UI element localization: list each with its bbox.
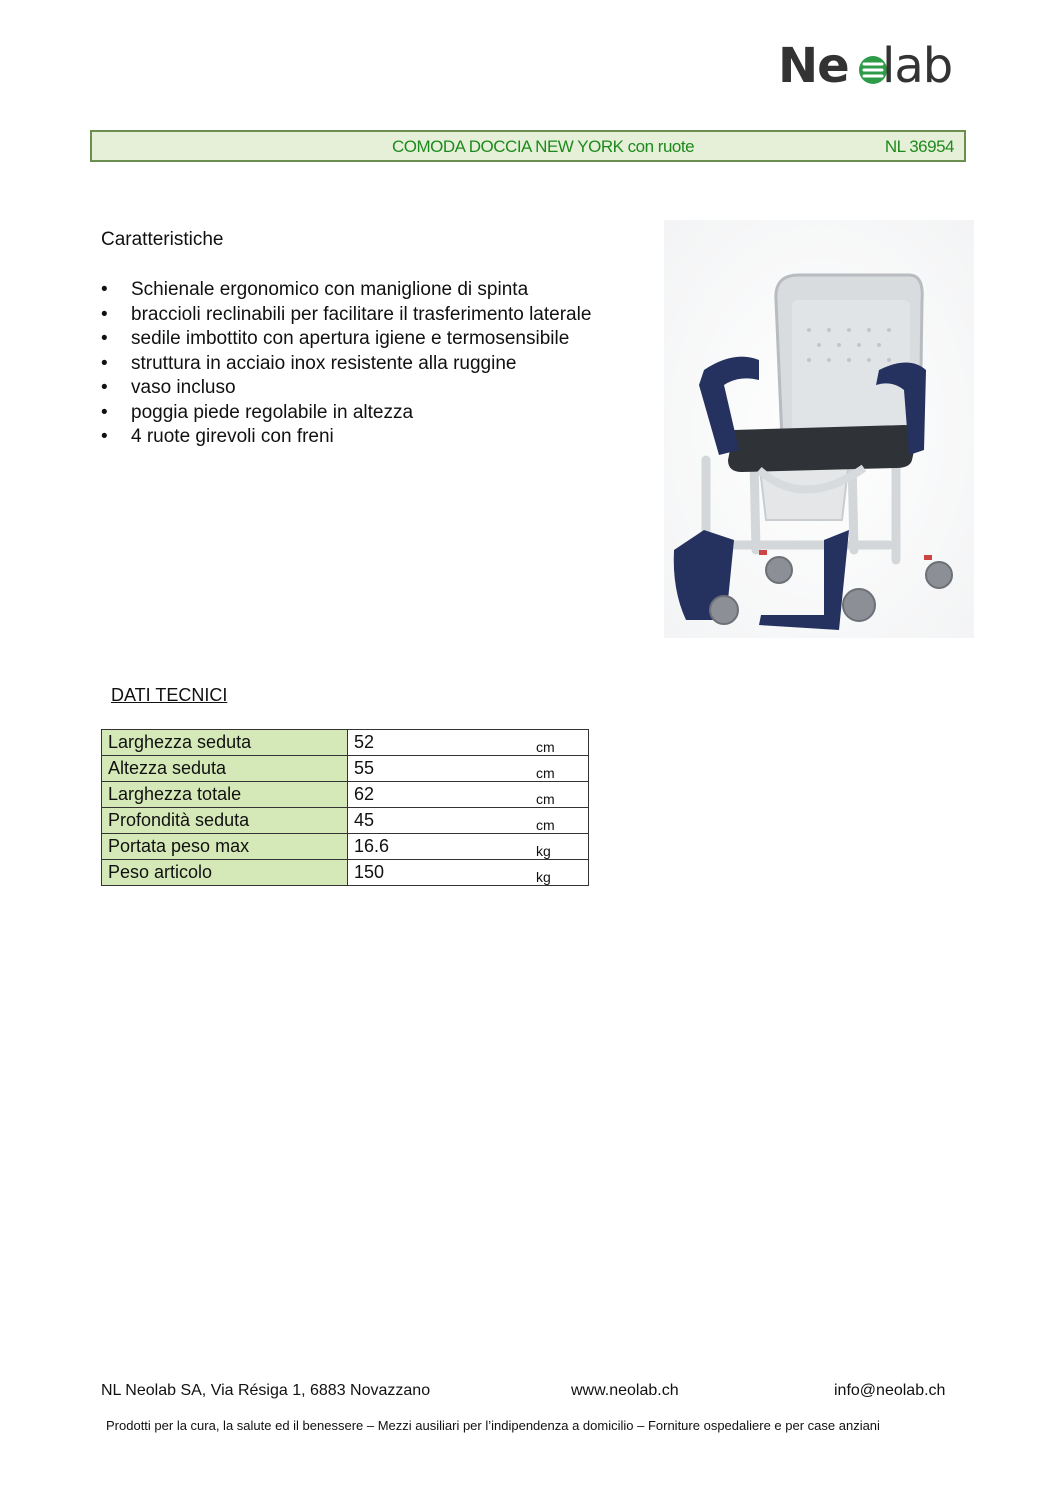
product-code: NL 36954 bbox=[884, 137, 954, 156]
logo-text-ne: Ne bbox=[778, 38, 849, 94]
feature-text: struttura in acciaio inox resistente alla ruggine bbox=[131, 352, 517, 374]
feature-text: braccioli reclinabili per facilitare il trasferimento laterale bbox=[131, 303, 592, 325]
feature-item bbox=[101, 303, 621, 328]
feature-item bbox=[101, 327, 621, 352]
row-unit: cm bbox=[536, 817, 555, 833]
row-value: 52 bbox=[354, 732, 375, 752]
product-title: COMODA DOCCIA NEW YORK con ruote bbox=[392, 137, 695, 156]
feature-text: sedile imbottito con apertura igiene e termosensibile bbox=[131, 328, 570, 349]
row-value: 55 bbox=[354, 758, 375, 778]
footer-tagline: Prodotti per la cura, la salute ed il benessere – Mezzi ausiliari per l’indipendenza a domicilio – Forniture ospedaliere e per case anziani bbox=[106, 1418, 880, 1433]
neolab-logo bbox=[778, 38, 998, 98]
row-value-cell bbox=[348, 756, 589, 782]
table-row bbox=[102, 756, 589, 782]
feature-item bbox=[101, 278, 621, 303]
row-unit: kg bbox=[536, 869, 551, 885]
feature-text: vaso incluso bbox=[131, 377, 236, 398]
footer-address: NL Neolab SA, Via Résiga 1, 6883 Novazzano bbox=[101, 1382, 431, 1399]
footer-website-link[interactable]: www.neolab.ch bbox=[571, 1382, 679, 1399]
table-row bbox=[102, 834, 589, 860]
bullet-icon: • bbox=[101, 377, 108, 398]
feature-text: poggia piede regolabile in altezza bbox=[131, 401, 414, 423]
row-value: 16.6 bbox=[354, 836, 390, 856]
row-value-cell bbox=[348, 860, 589, 886]
table-row bbox=[102, 808, 589, 834]
feature-item bbox=[101, 401, 621, 426]
feature-item bbox=[101, 376, 621, 401]
row-value: 45 bbox=[354, 810, 375, 830]
row-label: Altezza seduta bbox=[102, 756, 348, 782]
features-list bbox=[101, 278, 621, 450]
bullet-icon: • bbox=[101, 279, 108, 300]
feature-item bbox=[101, 425, 621, 450]
bullet-icon: • bbox=[101, 426, 108, 447]
row-value-cell bbox=[348, 730, 589, 756]
row-value-cell bbox=[348, 808, 589, 834]
bullet-icon: • bbox=[101, 303, 108, 325]
feature-text: 4 ruote girevoli con freni bbox=[131, 426, 334, 447]
row-unit: kg bbox=[536, 843, 551, 859]
row-value: 150 bbox=[354, 862, 385, 882]
footer-email-link[interactable]: info@neolab.ch bbox=[834, 1382, 946, 1399]
row-value-cell bbox=[348, 834, 589, 860]
row-value-cell bbox=[348, 782, 589, 808]
table-row bbox=[102, 860, 589, 886]
bullet-icon: • bbox=[101, 328, 108, 349]
row-label: Larghezza totale bbox=[102, 782, 348, 808]
logo-text-lab: lab bbox=[882, 38, 953, 94]
table-row bbox=[102, 782, 589, 808]
feature-text: Schienale ergonomico con maniglione di spinta bbox=[131, 279, 529, 300]
tech-heading: DATI TECNICI bbox=[111, 685, 228, 705]
feature-item bbox=[101, 352, 621, 377]
tech-table bbox=[101, 729, 589, 886]
product-title-bar bbox=[90, 130, 966, 162]
bullet-icon: • bbox=[101, 401, 108, 423]
row-label: Peso articolo bbox=[102, 860, 348, 886]
row-unit: cm bbox=[536, 765, 555, 781]
product-image bbox=[664, 220, 974, 638]
row-label: Portata peso max bbox=[102, 834, 348, 860]
table-row bbox=[102, 730, 589, 756]
row-label: Larghezza seduta bbox=[102, 730, 348, 756]
row-unit: cm bbox=[536, 791, 555, 807]
row-label: Profondità seduta bbox=[102, 808, 348, 834]
bullet-icon: • bbox=[101, 352, 108, 374]
row-value: 62 bbox=[354, 784, 375, 804]
row-unit: cm bbox=[536, 739, 555, 755]
features-heading: Caratteristiche bbox=[101, 229, 224, 250]
